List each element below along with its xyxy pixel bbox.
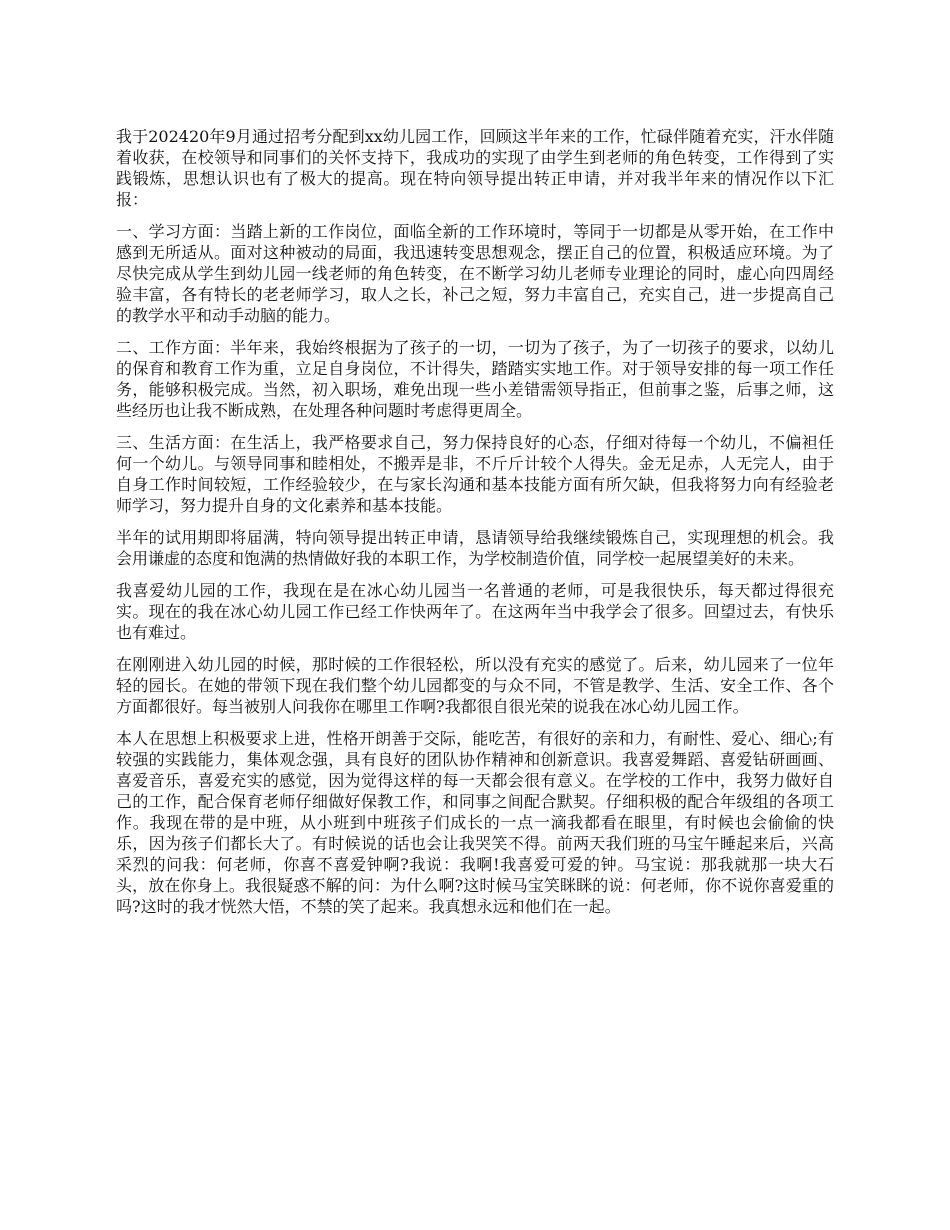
- paragraph-love-work: 我喜爱幼儿园的工作，我现在是在冰心幼儿园当一名普通的老师，可是我很快乐，每天都过得很充实。现在的我在冰心幼儿园工作已经工作快两年了。在这两年当中我学会了很多。回望过去，有快乐也有难过。: [116, 581, 834, 642]
- paragraph-request: 半年的试用期即将届满，特向领导提出转正申请，恳请领导给我继续锻炼自己，实现理想的机会。我会用谦虚的态度和饱满的热情做好我的本职工作，为学校制造价值，同学校一起展望美好的未来。: [116, 528, 834, 568]
- document-body: [116, 126, 834, 928]
- paragraph-early-days: 在刚刚进入幼儿园的时候，那时候的工作很轻松，所以没有充实的感觉了。后来，幼儿园来了一位年轻的园长。在她的带领下现在我们整个幼儿园都变的与众不同，不管是教学、生活、安全工作、各个方面都很好。每当被别人问我你在哪里工作啊?我都很自很光荣的说我在冰心幼儿园工作。: [116, 655, 834, 716]
- paragraph-self-evaluation: 本人在思想上积极要求上进，性格开朗善于交际，能吃苦，有很好的亲和力，有耐性、爱心、细心;有较强的实践能力，集体观念强，具有良好的团队协作精神和创新意识。我喜爱舞蹈、喜爱钻研画画、喜爱音乐，喜爱充实的感觉，因为觉得这样的每一天都会很有意义。在学校的工作中，我努力做好自己的工作，配合保育老师仔细做好保教工作，和同事之间配合默契。仔细积极的配合年级组的各项工作。我现在带的是中班，从小班到中班孩子们成长的一点一滴我都看在眼里，有时候也会偷偷的快乐，因为孩子们都长大了。有时候说的话也会让我哭笑不得。前两天我们班的马宝午睡起来后，兴高采烈的问我：何老师，你喜不喜爱钟啊?我说：我啊!我喜爱可爱的钟。马宝说：那我就那一块大石头，放在你身上。我很疑惑不解的问：为什么啊?这时候马宝笑眯眯的说：何老师，你不说你喜爱重的吗?这时的我才恍然大悟，不禁的笑了起来。我真想永远和他们在一起。: [116, 729, 834, 916]
- paragraph-life: 三、生活方面：在生活上，我严格要求自己，努力保持良好的心态，仔细对待每一个幼儿，不偏袒任何一个幼儿。与领导同事和睦相处，不搬弄是非，不斤斤计较个人得失。金无足赤，人无完人，由于自身工作时间较短，工作经验较少，在与家长沟通和基本技能方面有所欠缺，但我将努力向有经验老师学习，努力提升自身的文化素养和基本技能。: [116, 433, 834, 515]
- paragraph-work: 二、工作方面：半年来，我始终根据为了孩子的一切，一切为了孩子，为了一切孩子的要求，以幼儿的保育和教育工作为重，立足自身岗位，不计得失，踏踏实实地工作。对于领导安排的每一项工作任务，能够积极完成。当然，初入职场，难免出现一些小差错需领导指正，但前事之鉴，后事之师，这些经历也让我不断成熟，在处理各种问题时考虑得更周全。: [116, 338, 834, 420]
- paragraph-intro: 我于202420年9月通过招考分配到xx幼儿园工作，回顾这半年来的工作，忙碌伴随着充实，汗水伴随着收获，在校领导和同事们的关怀支持下，我成功的实现了由学生到老师的角色转变，工作得到了实践锻炼，思想认识也有了极大的提高。现在特向领导提出转正申请，并对我半年来的情况作以下汇报：: [116, 127, 834, 209]
- paragraph-study: 一、学习方面：当踏上新的工作岗位，面临全新的工作环境时，等同于一切都是从零开始，在工作中感到无所适从。面对这种被动的局面，我迅速转变思想观念，摆正自己的位置，积极适应环境。为了尽快完成从学生到幼儿园一线老师的角色转变，在不断学习幼儿老师专业理论的同时，虚心向四周经验丰富，各有特长的老老师学习，取人之长，补己之短，努力丰富自己，充实自己，进一步提高自己的教学水平和动手动脑的能力。: [116, 222, 834, 325]
